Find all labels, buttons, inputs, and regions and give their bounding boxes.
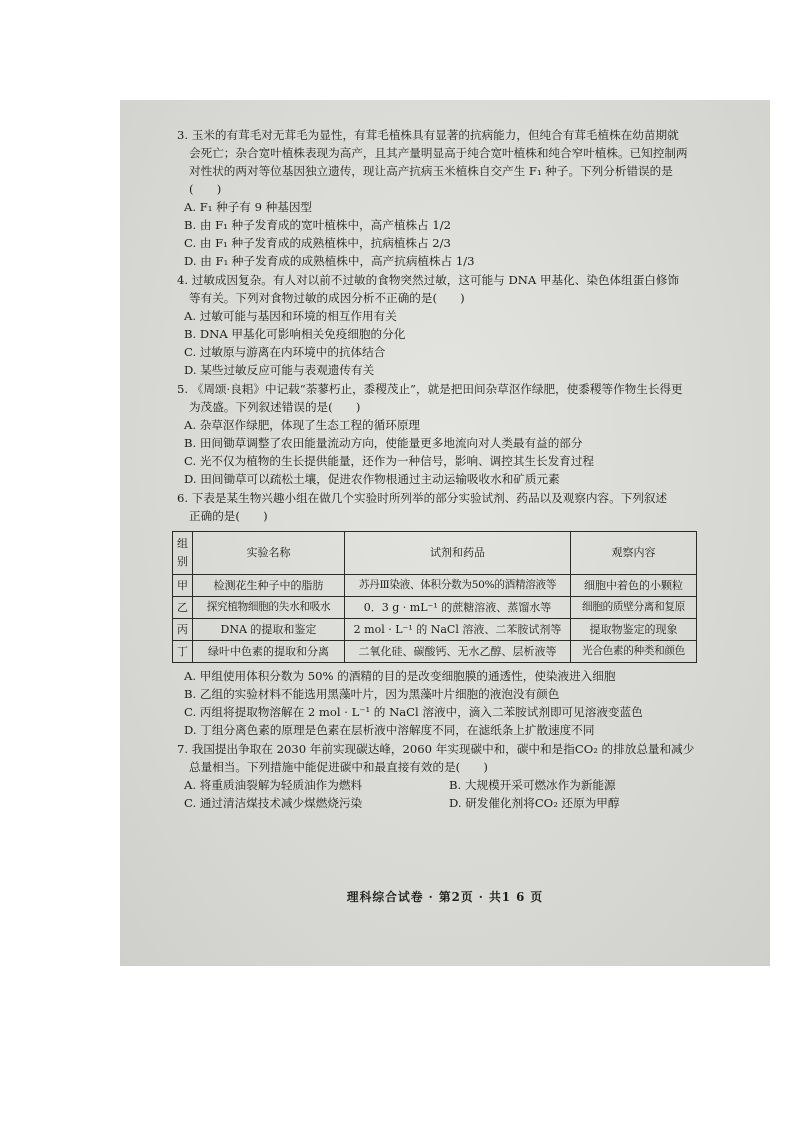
question-4-option-b: B. DNA 甲基化可影响相关免疫细胞的分化: [184, 327, 406, 341]
header-group-char-2: 别: [177, 555, 188, 568]
table-row: [173, 619, 697, 641]
cell-reagents: 二氧化硅、碳酸钙、无水乙醇、层析液等: [345, 641, 571, 663]
table-row: [173, 597, 697, 619]
question-7-option-a: A. 将重质油裂解为轻质油作为燃料: [184, 778, 363, 792]
question-3-answer-blank: ( ): [189, 182, 222, 196]
table-row: [173, 575, 697, 597]
question-3-option-d: D. 由 F₁ 种子发育成的成熟植株中，高产抗病植株占 1/3: [184, 254, 475, 268]
cell-observation: 光合色素的种类和颜色: [571, 641, 697, 663]
question-3-stem-line-3: 对性状的两对等位基因独立遗传，现让高产抗病玉米植株自交产生 F₁ 种子。下列分析错误的是: [189, 164, 673, 178]
question-5-option-d: D. 田间锄草可以疏松土壤，促进农作物根通过主动运输吸收水和矿质元素: [184, 472, 560, 486]
question-4-stem-line-1: 4. 过敏成因复杂。有人对以前不过敏的食物突然过敏，这可能与 DNA 甲基化、染色体组蛋白修饰: [177, 273, 680, 287]
cell-reagents: 0．3 g · mL⁻¹ 的蔗糖溶液、蒸馏水等: [345, 597, 571, 619]
header-group: [173, 532, 193, 575]
question-7-option-d: D. 研发催化剂将CO₂ 还原为甲醇: [449, 796, 620, 810]
cell-reagents: 2 mol · L⁻¹ 的 NaCl 溶液、二苯胺试剂等: [345, 619, 571, 641]
question-6-option-a: A. 甲组使用体积分数为 50% 的酒精的目的是改变细胞膜的通透性，使染液进入细胞: [184, 669, 616, 683]
header-reagents: 试剂和药品: [345, 532, 571, 575]
cell-experiment-name: 绿叶中色素的提取和分离: [193, 641, 345, 663]
cell-experiment-name: 探究植物细胞的失水和吸水: [193, 597, 345, 619]
table-header-row: [173, 532, 697, 575]
question-3: [177, 126, 762, 270]
cell-group: 丁: [173, 641, 193, 663]
header-experiment-name: 实验名称: [193, 532, 345, 575]
question-3-option-c: C. 由 F₁ 种子发育成的成熟植株中，抗病植株占 2/3: [184, 236, 451, 250]
question-5-stem-line-1: 5. 《周颂·良耜》中记载“荼蓼朽止，黍稷茂止”，就是把田间杂草沤作绿肥，使黍稷等作物生长得更: [177, 382, 683, 396]
question-4-option-d: D. 某些过敏反应可能与表观遗传有关: [184, 363, 375, 377]
cell-observation: 细胞的质壁分离和复原: [571, 597, 697, 619]
header-group-char-1: 组: [177, 537, 188, 550]
exam-page-photo: [120, 100, 770, 966]
cell-reagents: 苏丹Ⅲ染液、体积分数为50%的酒精溶液等: [345, 575, 571, 597]
question-5-stem-line-2: 为茂盛。下列叙述错误的是( ): [189, 400, 361, 414]
cell-group: 丙: [173, 619, 193, 641]
question-7-option-b: B. 大规模开采可燃冰作为新能源: [449, 778, 616, 792]
question-3-option-a: A. F₁ 种子有 9 种基因型: [184, 200, 313, 214]
question-7-stem-line-2: 总量相当。下列措施中能促进碳中和最直接有效的是( ): [189, 760, 488, 774]
cell-observation: 细胞中着色的小颗粒: [571, 575, 697, 597]
question-3-option-b: B. 由 F₁ 种子发育成的宽叶植株中，高产植株占 1/2: [184, 218, 451, 232]
question-7: [177, 740, 762, 812]
cell-experiment-name: DNA 的提取和鉴定: [193, 619, 345, 641]
question-6-stem-line-1: 6. 下表是某生物兴趣小组在做几个实验时所列举的部分实验试剂、药品以及观察内容。下列叙述: [177, 491, 668, 505]
question-4-option-a: A. 过敏可能与基因和环境的相互作用有关: [184, 309, 397, 323]
page-footer: 理科综合试卷 · 第2页 · 共1 6 页: [346, 890, 544, 904]
question-4-option-c: C. 过敏原与游离在内环境中的抗体结合: [184, 345, 386, 359]
question-3-stem-line-2: 会死亡；杂合宽叶植株表现为高产，且其产量明显高于纯合宽叶植株和纯合窄叶植株。已知控制两: [189, 146, 688, 160]
question-5: [177, 380, 762, 488]
question-4-stem-line-2: 等有关。下列对食物过敏的成因分析不正确的是( ): [189, 291, 465, 305]
cell-group: 甲: [173, 575, 193, 597]
question-7-options-row-2: [177, 794, 762, 812]
table-row: [173, 641, 697, 663]
question-7-options-row-1: [177, 776, 762, 794]
header-observation: 观察内容: [571, 532, 697, 575]
experiment-table: [172, 531, 697, 663]
cell-experiment-name: 检测花生种子中的脂肪: [193, 575, 345, 597]
exam-content: [177, 126, 762, 813]
cell-group: 乙: [173, 597, 193, 619]
cell-observation: 提取物鉴定的现象: [571, 619, 697, 641]
question-5-option-c: C. 光不仅为植物的生长提供能量，还作为一种信号，影响、调控其生长发育过程: [184, 454, 595, 468]
question-7-option-c: C. 通过清洁煤技术减少煤燃烧污染: [184, 796, 363, 810]
question-6: [177, 489, 762, 739]
question-6-stem-line-2: 正确的是( ): [189, 509, 268, 523]
question-5-option-b: B. 田间锄草调整了农田能量流动方向，使能量更多地流向对人类最有益的部分: [184, 436, 583, 450]
question-6-option-b: B. 乙组的实验材料不能选用黑藻叶片，因为黑藻叶片细胞的液泡没有颜色: [184, 687, 560, 701]
question-7-stem-line-1: 7. 我国提出争取在 2030 年前实现碳达峰，2060 年实现碳中和，碳中和是指CO₂ 的排放总量和减少: [177, 742, 695, 756]
question-3-stem-line-1: 3. 玉米的有茸毛对无茸毛为显性，有茸毛植株具有显著的抗病能力，但纯合有茸毛植株在幼苗期就: [177, 128, 679, 142]
question-6-option-d: D. 丁组分离色素的原理是色素在层析液中溶解度不同，在滤纸条上扩散速度不同: [184, 723, 595, 737]
question-6-option-c: C. 丙组将提取物溶解在 2 mol · L⁻¹ 的 NaCl 溶液中，滴入二苯胺试剂即可见溶液变蓝色: [184, 705, 643, 719]
question-4: [177, 271, 762, 379]
question-5-option-a: A. 杂草沤作绿肥，体现了生态工程的循环原理: [184, 418, 421, 432]
